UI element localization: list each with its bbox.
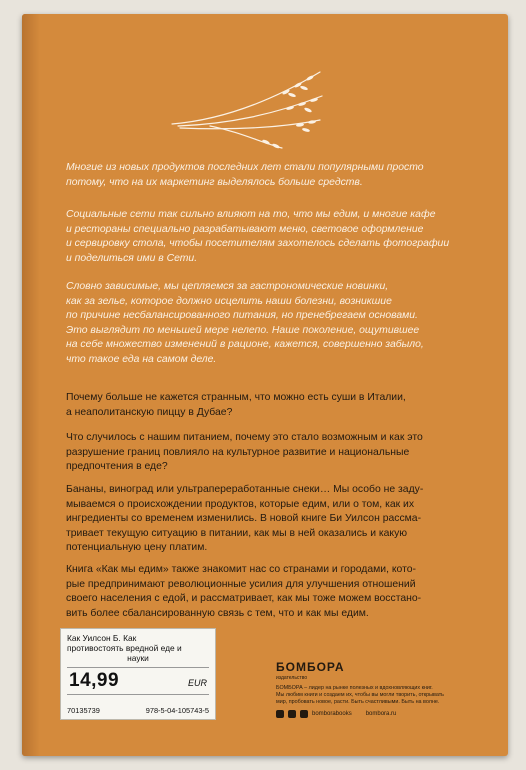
- price-value: 14,99: [69, 670, 120, 691]
- publisher-social: [276, 710, 476, 718]
- price-sticker: [60, 628, 216, 720]
- publisher-site: bombora.ru: [365, 711, 397, 717]
- sticker-title: Как Уилсон Б. Как противостоять вредной еде и науки: [67, 633, 182, 663]
- publisher-subtitle: издательство: [276, 675, 308, 681]
- isbn-code: 978-5-04-105743-5: [145, 706, 209, 715]
- price-box: [67, 667, 209, 695]
- publisher-block: [276, 660, 476, 718]
- price-currency: EUR: [187, 678, 207, 688]
- description-paragraph-1: Почему больше не кажется странным, что можно есть суши в Италии, а неаполитанскую пиццу в Дубае?: [66, 392, 406, 418]
- annotation-paragraph-1: Многие из новых продуктов последних лет стали популярными просто потому, что на их маркетинг выделялось больше средств.: [66, 162, 424, 188]
- publisher-description: БОМБОРА – лидер на рынке полезных и вдохновляющих книг. Мы любим книги и создаем их, чтобы вы могли творить, открывать мир, пробовать новое, расти. Быть счастливыми. Быть на волне.: [276, 685, 444, 705]
- annotation-paragraph-3: Словно зависимые, мы цепляемся за гастрономические новинки, как за зелье, которое должно исцелить наши болезни, возникшие по причине несбалансированного питания, но пренебрегаем основами. Это выглядит по меньшей мере нелепо. Наше поколение, ощутившее на себе множество изменений в рационе, кажется, совершенно забыло, что такое еда на самом деле.: [66, 281, 424, 365]
- sticker-codes: [67, 706, 209, 715]
- publisher-handle: bomborabooks: [312, 711, 352, 717]
- wheat-illustration: [170, 62, 330, 152]
- description-paragraph-2: Что случилось с нашим питанием, почему это стало возможным и как это разрушение границ повлияло на культурное развитие и национальные предпочтения в еде?: [66, 432, 423, 473]
- youtube-icon: [300, 710, 308, 718]
- article-code: 70135739: [67, 706, 100, 715]
- spine-edge: [22, 14, 40, 756]
- annotation-paragraph-2: Социальные сети так сильно влияют на то, что мы едим, и многие кафе и рестораны специально разрабатывают меню, световое оформление и сервировку стола, чтобы посетителям захотелось сделать фотографии и поделиться ими в Сети.: [66, 209, 450, 264]
- description-paragraph-3: Бананы, виноград или ультрапереработанные снеки… Мы особо не заду- мываемся о происхождении продуктов, которые едим, или о том, как их ингредиенты со временем изменились. В новой книге Би Уилсон рассма- тривает текущую ситуацию в питании, как мы в ней оказались и какую потенциальную цену платим.: [66, 484, 424, 554]
- description-paragraph-4: Книга «Как мы едим» также знакомит нас со странами и городами, кото- рые предпринимают революционные усилия для улучшения отношений своего населения с едой, и рассматривает, как мы тоже можем восстано- вить более сбалансированную связь с тем, что и как мы едим.: [66, 564, 422, 619]
- publisher-logo: БОМБОРА: [276, 660, 345, 674]
- telegram-icon: [276, 710, 284, 718]
- vk-icon: [288, 710, 296, 718]
